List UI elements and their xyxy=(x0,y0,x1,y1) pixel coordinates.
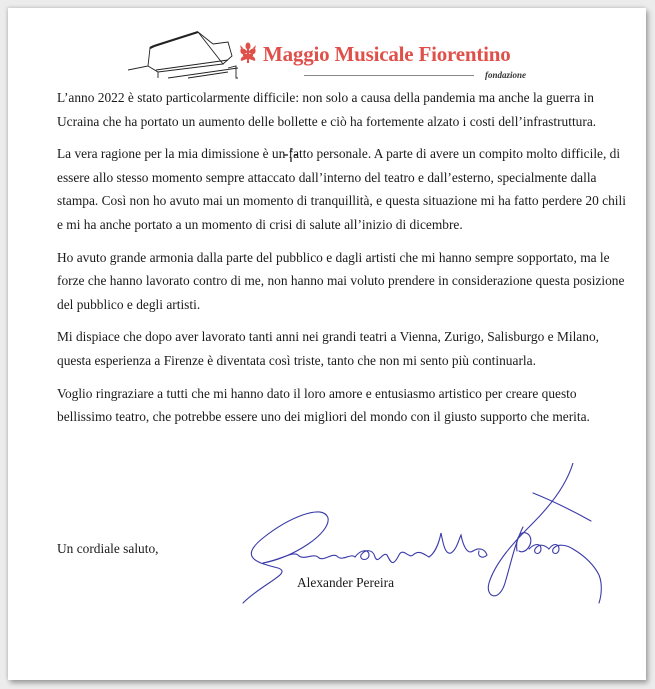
paragraph: Voglio ringraziare a tutti che mi hanno dato il loro amore e entusiasmo artistico per creare questo bellissimo teatro, che potrebbe essere uno dei migliori del mondo con il giusto supporto che merita. xyxy=(57,385,590,425)
crosshair-cursor-icon xyxy=(284,148,298,162)
organization-logo xyxy=(238,42,511,67)
letterhead-subtitle: fondazione xyxy=(485,70,527,80)
organization-name: Maggio Musicale Fiorentino xyxy=(263,42,511,66)
paragraph: La vera ragione per la mia dimissione è un fatto personale. A parte di avere un compito molto difficile, di essere allo stesso momento sempre attaccato dall’interno del teatro e dall’esterno, specialmente dalla stampa. Così non ho avuto mai un momento di tranquillità, e questa situazione mi ha fatto perdere 20 chili e mi ha anche portato a un momento di crisi di salute all’inizio di dicembre. xyxy=(57,146,626,232)
fleur-de-lis-icon xyxy=(238,42,258,64)
letter-body xyxy=(57,86,632,438)
handwritten-signature xyxy=(233,463,613,613)
letter-page xyxy=(8,8,646,680)
paragraph: L’anno 2022 è stato particolarmente difficile: non solo a causa della pandemia ma anche la guerra in Ucraina che ha portato un aumento delle bollette e ciò ha fortemente alzato i costi dell’infrastruttura. xyxy=(57,90,597,129)
signer-name: Alexander Pereira xyxy=(297,575,395,590)
closing-salutation: Un cordiale saluto, xyxy=(57,541,159,556)
letterhead-rule xyxy=(304,75,474,76)
piano-logo xyxy=(128,20,238,82)
letterhead xyxy=(128,20,548,82)
paragraph: Mi dispiace che dopo aver lavorato tanti anni nei grandi teatri a Vienna, Zurigo, Salisburgo e Milano, questa esperienza a Firenze è diventata così triste, tanto che non mi sento più continuarla. xyxy=(57,329,599,368)
paragraph: Ho avuto grande armonia dalla parte del pubblico e dagli artisti che mi hanno sempre sopportato, ma le forze che hanno lavorato contro di me, non hanno mai voluto prendere in considerazione questa posizione del pubblico e degli artisti. xyxy=(57,249,625,312)
